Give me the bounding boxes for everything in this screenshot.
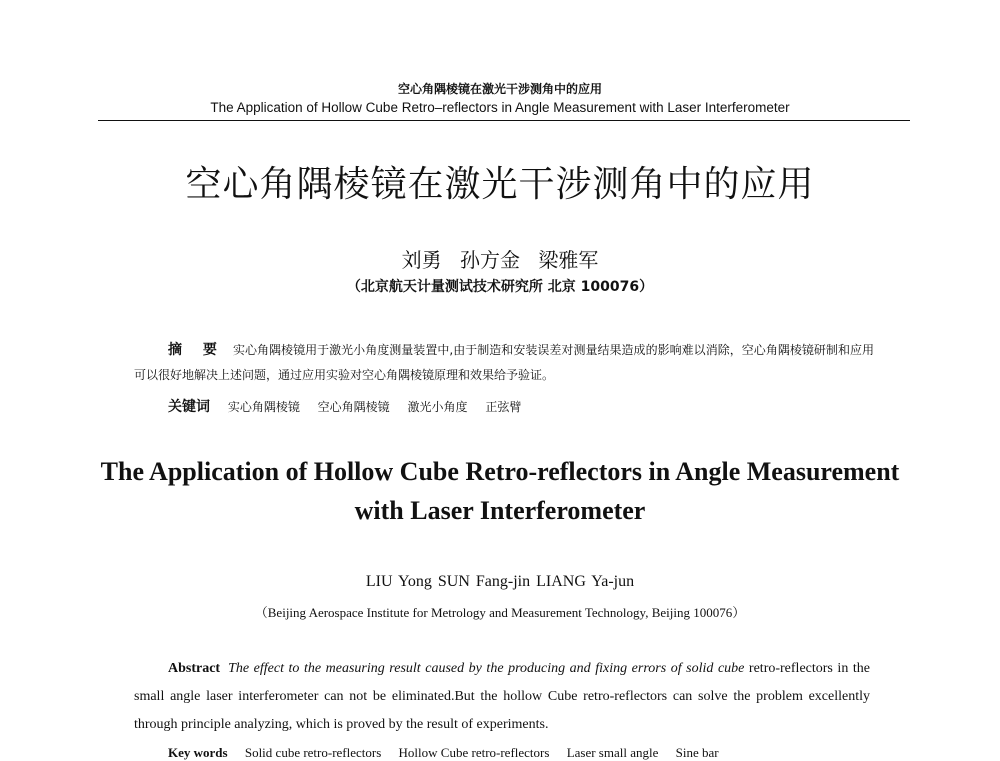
keyword-en: Laser small angle [566, 745, 659, 760]
abstract-en-label: Abstract [168, 661, 221, 676]
keyword-cn: 正弦臂 [485, 400, 522, 414]
keywords-en-label: Key words [168, 745, 228, 760]
keyword-cn: 空心角隅棱镜 [317, 400, 390, 414]
abstract-en [134, 655, 870, 739]
abstract-cn-label: 摘 要 [168, 342, 225, 358]
keyword-cn: 实心角隅棱镜 [227, 400, 300, 414]
title-en: The Application of Hollow Cube Retro-reflectors in Angle Measurement with Laser Interferometer [100, 457, 900, 525]
abstract-en-text-italic: The effect to the measuring result caused by the producing and fixing errors of solid cube [228, 661, 745, 676]
keywords-cn-label: 关键词 [168, 399, 210, 415]
authors-en: LIU Yong SUN Fang-jin LIANG Ya-jun [365, 573, 635, 590]
keyword-en: Sine bar [675, 745, 719, 760]
abstract-cn-text: 实心角隅棱镜用于激光小角度测量装置中,由于制造和安装误差对测量结果造成的影响难以消除，空心角隅棱镜研制和应用可以很好地解决上述问题，通过应用实验对空心角隅棱镜原理和效果给予验证。 [134, 343, 874, 382]
abstract-cn [134, 338, 874, 388]
running-header-cn: 空心角隅棱镜在激光干涉测角中的应用 [397, 82, 602, 96]
title-cn: 空心角隅棱镜在激光干涉测角中的应用 [185, 164, 815, 205]
keyword-en: Hollow Cube retro-reflectors [398, 745, 550, 760]
affiliation-cn: （北京航天计量测试技术研究所 北京 100076） [346, 279, 654, 295]
affiliation-en: （Beijing Aerospace Institute for Metrology and Measurement Technology, Beijing 100076） [254, 605, 746, 620]
keywords-en [168, 745, 733, 761]
keyword-en: Solid cube retro-reflectors [244, 745, 382, 760]
running-header-en: The Application of Hollow Cube Retro–reflectors in Angle Measurement with Laser Interferometer [210, 100, 790, 115]
authors-cn: 刘勇 孙方金 梁雅军 [401, 248, 599, 272]
abstract-en-text: retro-reflectors in the small angle laser interferometer can not be eliminated.But the hollow Cube retro-reflectors can solve the problem excellently through principle analyzing, which is proved by the result of experiments. [134, 661, 870, 732]
keyword-cn: 激光小角度 [407, 400, 468, 414]
header-rule [98, 120, 910, 121]
keywords-cn [168, 396, 535, 416]
